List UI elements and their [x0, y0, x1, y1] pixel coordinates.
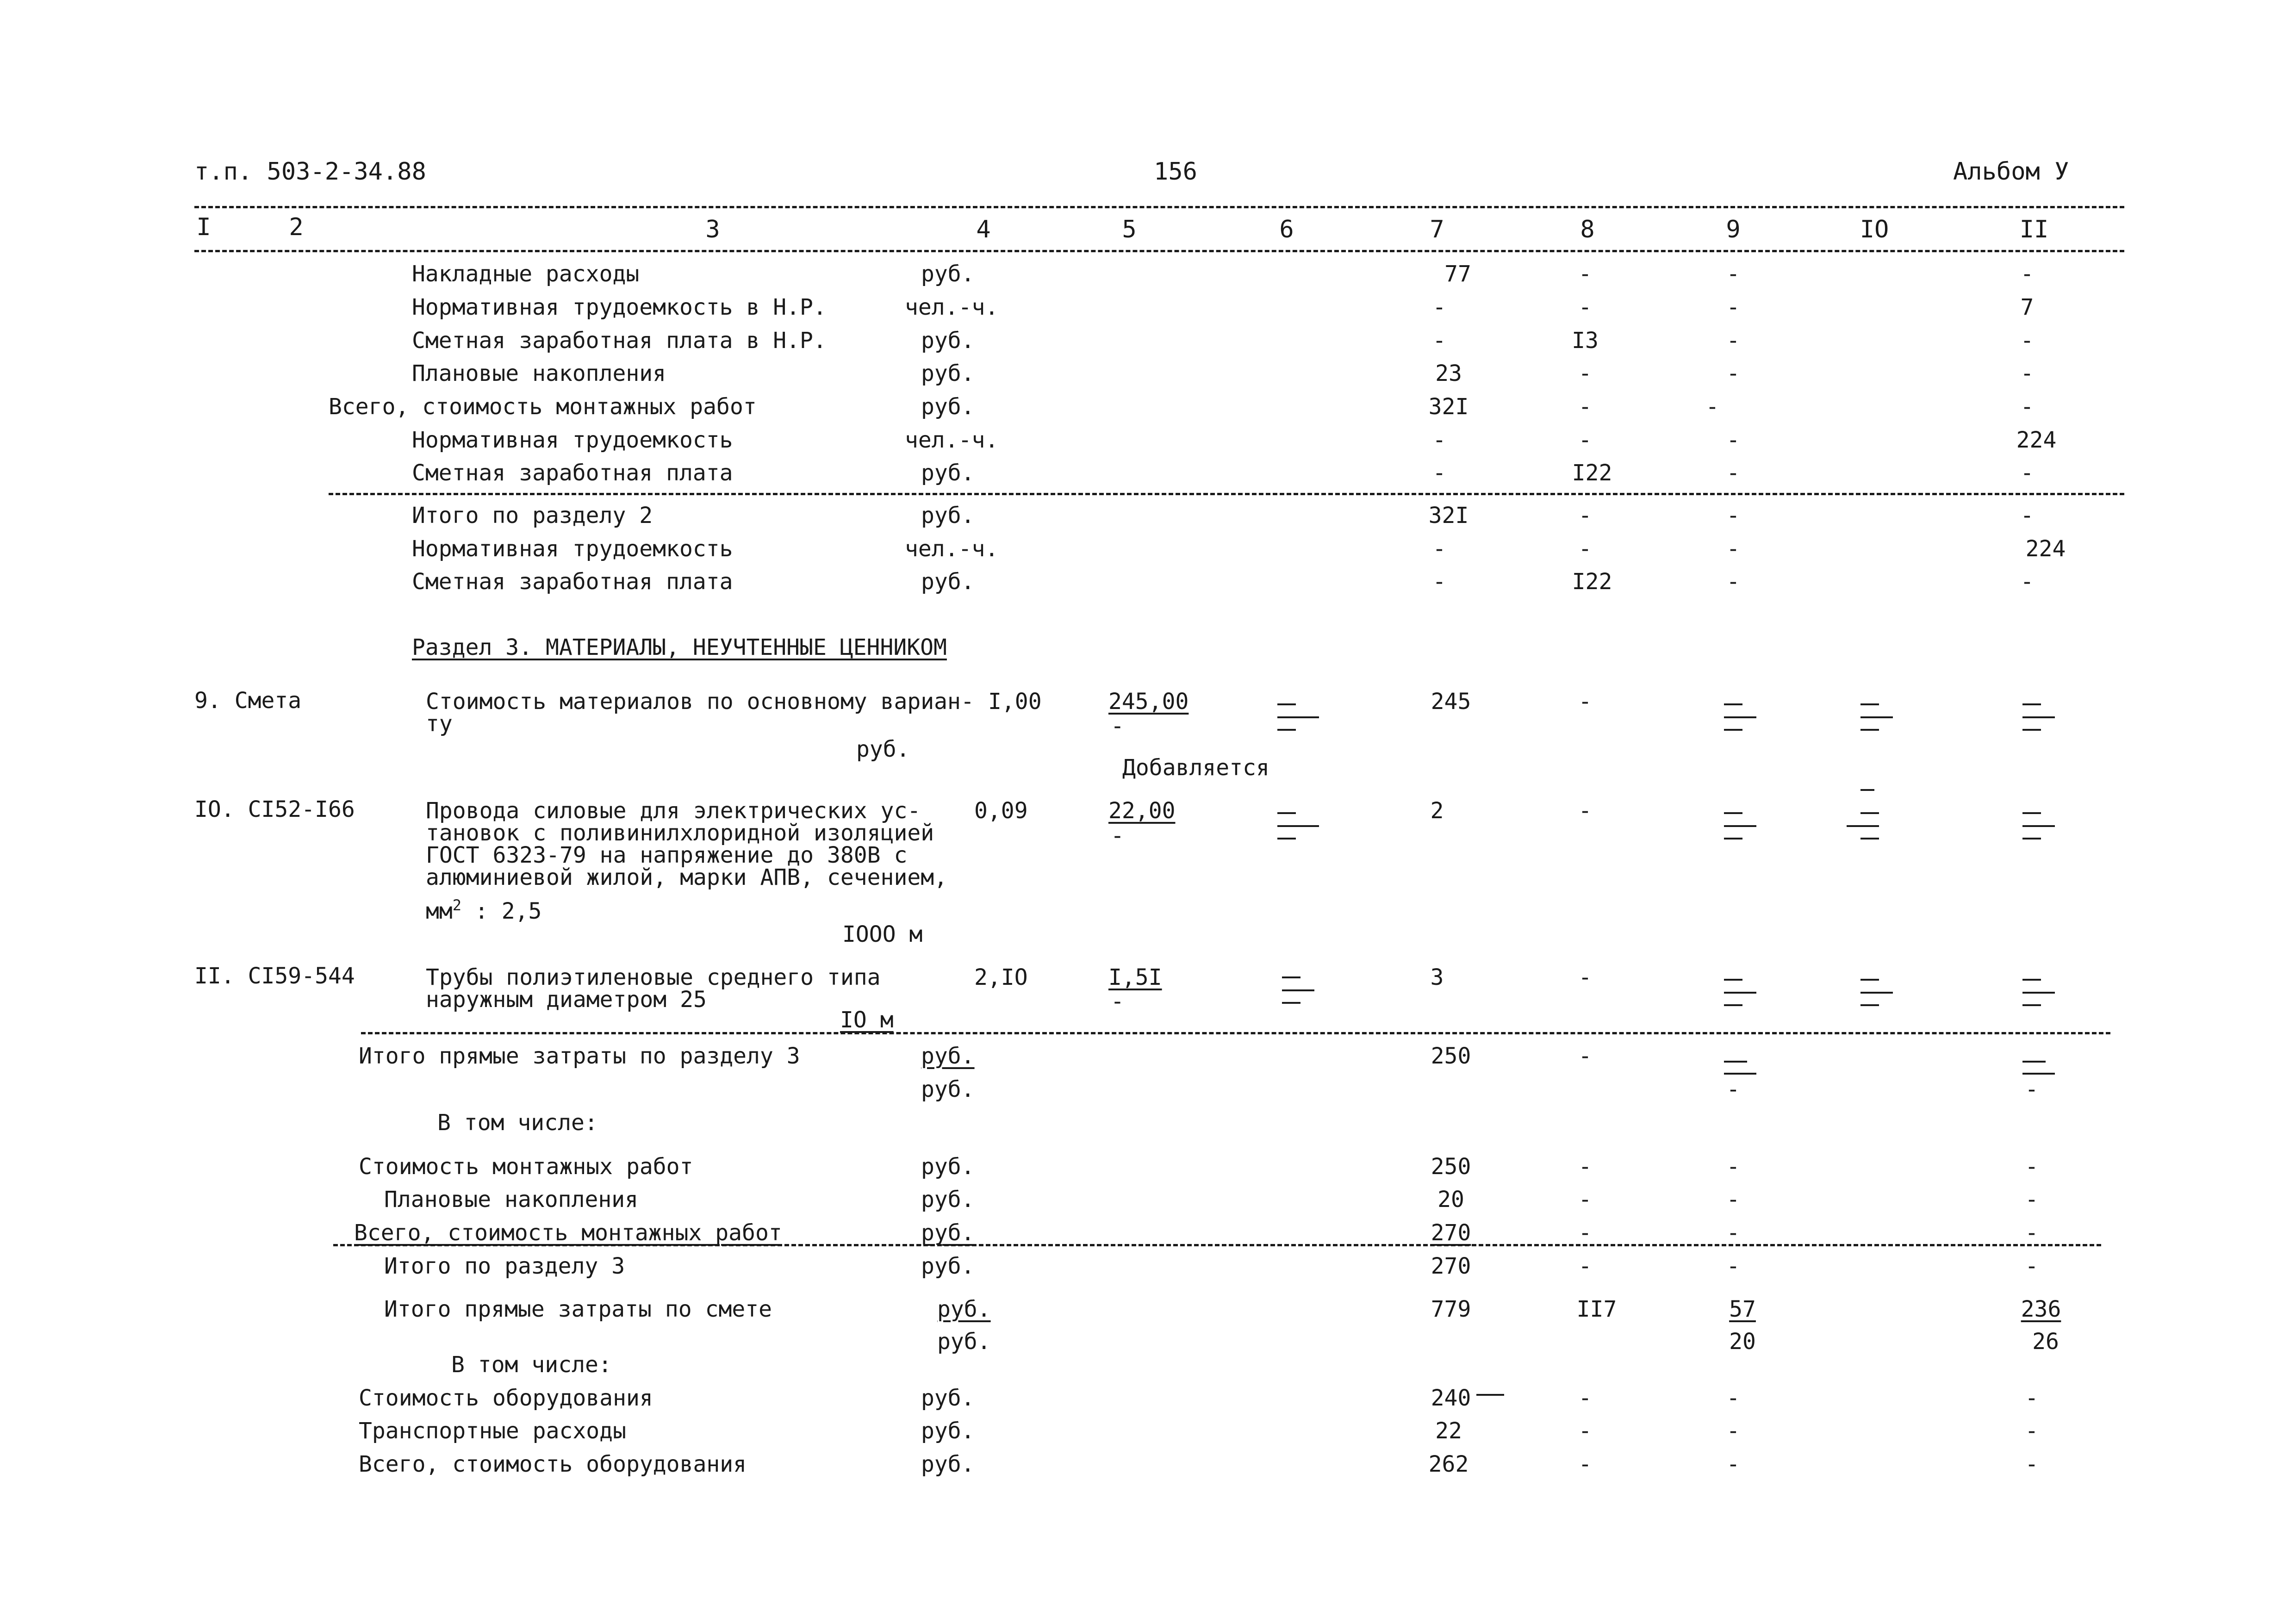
cell-col8: - [1578, 1253, 1592, 1279]
blank-mark [2022, 979, 2041, 981]
cell-col7: 2 [1430, 798, 1444, 824]
document-code: т.п. 503-2-34.88 [194, 158, 426, 186]
cell-col9: - [1726, 427, 1740, 453]
row-label: Всего, стоимость оборудования [359, 1451, 747, 1477]
blank-mark [1860, 716, 1893, 718]
cell-col7: - [1432, 294, 1446, 320]
cell-col11: - [2020, 503, 2034, 529]
cell-col11: - [2025, 1451, 2039, 1477]
cell-col9: - [1726, 503, 1740, 529]
cell-col11: - [2025, 1187, 2039, 1213]
cell-col9: - [1726, 1418, 1740, 1444]
cell-col11: - [2025, 1076, 2039, 1102]
cell-col8: - [1578, 689, 1592, 715]
row-unit: чел.-ч. [905, 294, 999, 320]
cell-col8: - [1578, 1385, 1592, 1411]
cell-col8: I22 [1572, 460, 1612, 486]
blank-mark [1847, 825, 1879, 827]
item-number: 9. Смета [194, 688, 302, 714]
blank-mark [2022, 812, 2041, 814]
cell-col8: - [1578, 394, 1592, 420]
price-dash: - [1111, 713, 1124, 739]
row-unit: руб. [921, 1043, 975, 1069]
item-description-cont: алюминиевой жилой, марки АПВ, сечением, [426, 864, 948, 890]
row-label: Плановые накопления [412, 361, 666, 386]
item-unit: руб. [856, 736, 910, 762]
cell-col8: - [1578, 1043, 1592, 1069]
cell-col7: 3 [1430, 964, 1444, 990]
cell-col8: - [1578, 964, 1592, 990]
blank-mark [1860, 729, 1879, 731]
cell-col7: 270 [1431, 1253, 1471, 1279]
cell-col8: - [1578, 1154, 1592, 1180]
cell-col7: 77 [1444, 261, 1471, 287]
item-quantity: I,00 [988, 689, 1042, 715]
cell-col11: 7 [2020, 294, 2034, 320]
blank-mark [2022, 992, 2055, 994]
blank-mark [2022, 838, 2041, 839]
blank-mark [1476, 1394, 1504, 1396]
row-unit: руб. [921, 1418, 975, 1444]
row-unit: руб. [921, 1253, 975, 1279]
col-header-1: I [196, 213, 211, 241]
cell-col11-numerator: 236 [2021, 1296, 2061, 1322]
section3-title: Раздел 3. МАТЕРИАЛЫ, НЕУЧТЕННЫЕ ЦЕННИКОМ [412, 634, 947, 660]
cell-col11: - [2025, 1220, 2039, 1246]
row-label: Сметная заработная плата [412, 569, 733, 595]
cell-col11: - [2020, 460, 2034, 486]
cell-col11: - [2025, 1385, 2039, 1411]
cell-col7: 23 [1435, 361, 1462, 386]
row-unit-2: руб. [921, 1076, 975, 1102]
col-header-9: 9 [1726, 216, 1741, 243]
blank-mark [1277, 825, 1319, 827]
cell-col9: - [1726, 1385, 1740, 1411]
row-unit: руб. [921, 503, 975, 529]
col-header-6: 6 [1279, 216, 1294, 243]
row-unit: руб. [921, 1451, 975, 1477]
cell-col9: - [1726, 361, 1740, 386]
row-label: Итого по разделу 3 [384, 1253, 625, 1279]
item-description: Стоимость материалов по основному вариан- [426, 689, 974, 715]
blank-mark [1277, 716, 1319, 718]
cell-col8: II7 [1576, 1296, 1617, 1322]
cell-col9-numerator: 57 [1729, 1296, 1756, 1322]
blank-mark [1724, 703, 1742, 705]
cell-col9: - [1726, 328, 1740, 354]
cross-section: : 2,5 [461, 898, 542, 924]
cell-col9: - [1726, 460, 1740, 486]
blank-mark [1282, 989, 1314, 991]
cell-col11: - [2020, 361, 2034, 386]
blank-mark [1724, 1004, 1742, 1006]
blank-mark [1724, 838, 1742, 839]
col-header-3: 3 [705, 216, 720, 243]
col-header-2: 2 [289, 213, 304, 241]
cell-col8: I3 [1572, 328, 1599, 354]
row-unit: руб. [921, 361, 975, 386]
cell-col11: - [2020, 569, 2034, 595]
row-label: Сметная заработная плата [412, 460, 733, 486]
col-header-8: 8 [1580, 216, 1595, 243]
cell-col7: 250 [1431, 1154, 1471, 1180]
cell-col8: - [1578, 361, 1592, 386]
unit-mm: мм [426, 898, 453, 924]
cell-col7: - [1432, 328, 1446, 354]
row-label: Плановые накопления [384, 1187, 639, 1213]
cell-col8: - [1578, 1451, 1592, 1477]
blank-mark [1724, 979, 1742, 981]
blank-mark [2022, 1004, 2041, 1006]
page-number: 156 [1154, 158, 1197, 186]
cell-col9: - [1726, 261, 1740, 287]
cell-col11: - [2025, 1418, 2039, 1444]
col-header-7: 7 [1430, 216, 1444, 243]
cell-col9: - [1726, 1076, 1740, 1102]
cell-col11: 224 [2016, 427, 2057, 453]
row-unit: руб. [921, 569, 975, 595]
section2-total-rule [329, 493, 2124, 495]
cell-col7: 20 [1437, 1187, 1464, 1213]
item-price: 22,00 [1108, 798, 1176, 824]
header-top-rule [194, 206, 2124, 208]
cell-col7: 32I [1428, 394, 1469, 420]
cell-col9: - [1726, 1253, 1740, 1279]
cell-col8: - [1578, 1418, 1592, 1444]
cell-col8: - [1578, 427, 1592, 453]
cell-col9: - [1726, 294, 1740, 320]
blank-mark [1860, 1004, 1879, 1006]
cell-col11: - [2020, 261, 2034, 287]
item-description: Трубы полиэтиленовые среднего типа [426, 964, 881, 990]
item-description-cont [426, 898, 541, 922]
cell-col8: - [1578, 503, 1592, 529]
cell-col9: - [1726, 536, 1740, 562]
cell-col7: 22 [1435, 1418, 1462, 1444]
cell-col8: - [1578, 261, 1592, 287]
unit-exponent: 2 [452, 896, 462, 914]
cell-col7: 779 [1431, 1296, 1471, 1322]
row-unit: руб. [937, 1296, 991, 1322]
price-dash: - [1111, 989, 1124, 1014]
cell-col9: - [1726, 569, 1740, 595]
album-label: Альбом У [1953, 158, 2069, 186]
row-label: Итого по разделу 2 [412, 503, 653, 529]
blank-mark [1724, 1061, 1747, 1063]
header-bottom-rule [194, 250, 2124, 252]
row-label: Итого прямые затраты по смете [384, 1296, 772, 1322]
col-header-5: 5 [1122, 216, 1137, 243]
row-label: Транспортные расходы [359, 1418, 626, 1444]
blank-mark [1724, 716, 1756, 718]
blank-mark [1282, 1002, 1300, 1004]
row-label: Итого прямые затраты по разделу 3 [359, 1043, 800, 1069]
subtitle-v-tom-chisle: В том числе: [437, 1110, 598, 1136]
cell-col7: 270 [1431, 1220, 1471, 1246]
row-unit: руб. [921, 1187, 975, 1213]
row-unit: руб. [921, 1154, 975, 1180]
blank-mark [2022, 825, 2055, 827]
blank-mark [1724, 992, 1756, 994]
cell-col9: - [1705, 394, 1719, 420]
col-header-10: IO [1860, 216, 1889, 243]
blank-mark [1724, 729, 1742, 731]
blank-mark [1860, 838, 1879, 839]
cell-col11: 224 [2025, 536, 2066, 562]
blank-mark [1277, 703, 1296, 705]
blank-mark [1277, 812, 1296, 814]
item-quantity: 0,09 [974, 798, 1028, 824]
item-description: Провода силовые для электрических ус- [426, 798, 921, 824]
row-label: Стоимость монтажных работ [359, 1154, 693, 1180]
row-unit: руб. [921, 1220, 975, 1246]
item-unit: IO м [840, 1007, 894, 1033]
blank-mark [1277, 729, 1296, 731]
item-note: Добавляется [1122, 755, 1269, 781]
subtitle-v-tom-chisle-2: В том числе: [451, 1352, 612, 1378]
row-label: Всего, стоимость монтажных работ [354, 1220, 782, 1246]
cell-col7: 245 [1431, 689, 1471, 715]
row-unit: руб. [921, 460, 975, 486]
item-description-cont: наружным диаметром 25 [426, 987, 707, 1013]
blank-mark [1860, 979, 1879, 981]
cell-col8: - [1578, 294, 1592, 320]
blank-mark [2022, 703, 2041, 705]
item-quantity: 2,IO [974, 964, 1028, 990]
cell-col9: - [1726, 1220, 1740, 1246]
cell-col7: - [1432, 536, 1446, 562]
row-unit: чел.-ч. [905, 427, 999, 453]
cell-col7: - [1432, 460, 1446, 486]
row-unit: руб. [921, 394, 975, 420]
cell-col7: 240 [1431, 1385, 1471, 1411]
blank-mark [2022, 1073, 2055, 1075]
row-unit: чел.-ч. [905, 536, 999, 562]
cell-col11: - [2025, 1154, 2039, 1180]
row-unit: руб. [921, 328, 975, 354]
cell-col7: - [1432, 569, 1446, 595]
row-label: Стоимость оборудования [359, 1385, 653, 1411]
item-price: 245,00 [1108, 689, 1189, 715]
cell-col8: - [1578, 536, 1592, 562]
item-price: I,5I [1108, 964, 1162, 990]
price-dash: - [1111, 823, 1124, 849]
row-label: Всего, стоимость монтажных работ [329, 394, 757, 420]
row-label: Нормативная трудоемкость [412, 536, 733, 562]
blank-mark [1282, 976, 1300, 978]
section3-end-rule [333, 1244, 2101, 1246]
cell-col8: I22 [1572, 569, 1612, 595]
blank-mark [1724, 812, 1742, 814]
cell-col7: 250 [1431, 1043, 1471, 1069]
blank-mark [2022, 729, 2041, 731]
row-label: Сметная заработная плата в Н.Р. [412, 328, 827, 354]
blank-mark [1860, 703, 1879, 705]
item-description-cont: тановок с поливинилхлоридной изоляцией [426, 820, 934, 846]
cell-col9: - [1726, 1451, 1740, 1477]
item-number: II. CI59-544 [194, 963, 355, 989]
cell-col11-denominator: 26 [2032, 1329, 2059, 1355]
cell-col11: - [2025, 1253, 2039, 1279]
blank-mark [1860, 992, 1893, 994]
item-description-cont: ту [426, 711, 453, 737]
cell-col8: - [1578, 798, 1592, 824]
cell-col7: 32I [1428, 503, 1469, 529]
blank-mark [2022, 716, 2055, 718]
cell-col8: - [1578, 1220, 1592, 1246]
section3-total-rule [361, 1032, 2110, 1034]
col-header-4: 4 [976, 216, 991, 243]
blank-mark [2022, 1061, 2046, 1063]
row-unit: руб. [921, 1385, 975, 1411]
item-description-cont: ГОСТ 6323-79 на напряжение до 380В с [426, 842, 908, 868]
item-unit: IOOO м [842, 921, 923, 947]
blank-mark [1860, 789, 1874, 791]
blank-mark [1277, 838, 1296, 839]
cell-col9: - [1726, 1187, 1740, 1213]
col-header-11: II [2019, 216, 2049, 243]
blank-mark [1724, 825, 1756, 827]
cell-col9: - [1726, 1154, 1740, 1180]
cell-col11: - [2020, 394, 2034, 420]
row-label: Накладные расходы [412, 261, 640, 287]
cell-col7: 262 [1428, 1451, 1469, 1477]
row-unit: руб. [921, 261, 975, 287]
item-number: IO. CI52-I66 [194, 796, 355, 822]
row-label: Нормативная трудоемкость [412, 427, 733, 453]
cell-col7: - [1432, 427, 1446, 453]
cell-col8: - [1578, 1187, 1592, 1213]
blank-mark [1724, 1073, 1756, 1075]
row-unit-2: руб. [937, 1329, 991, 1355]
cell-col9-denominator: 20 [1729, 1329, 1756, 1355]
cell-col11: - [2020, 328, 2034, 354]
row-label: Нормативная трудоемкость в Н.Р. [412, 294, 827, 320]
blank-mark [1860, 812, 1879, 814]
